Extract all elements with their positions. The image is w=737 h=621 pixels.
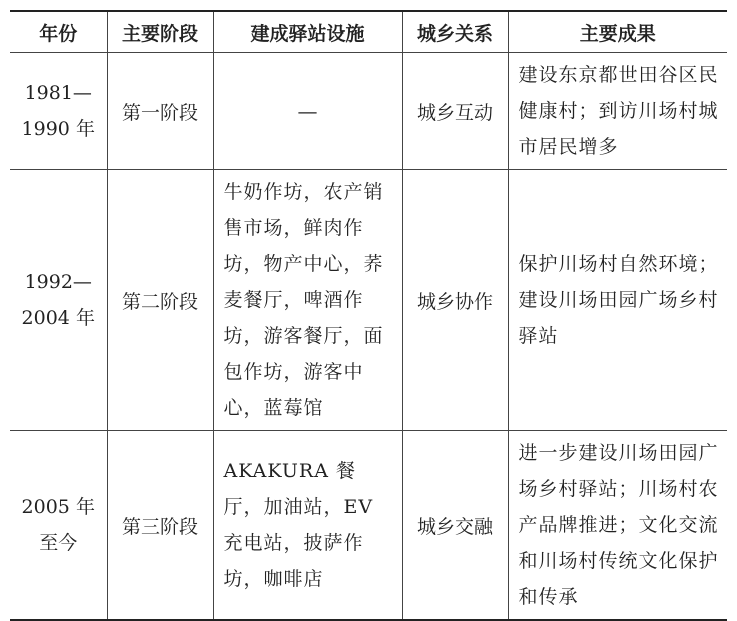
development-stages-table — [10, 10, 727, 621]
relation-cell: 城乡互动 — [402, 53, 508, 170]
year-cell: 2005 年 至今 — [10, 431, 107, 621]
stage-cell: 第一阶段 — [107, 53, 213, 170]
relation-cell: 城乡协作 — [402, 170, 508, 431]
header-relation: 城乡关系 — [402, 11, 508, 53]
relation-cell: 城乡交融 — [402, 431, 508, 621]
facility-cell: — — [213, 53, 402, 170]
header-facility: 建成驿站设施 — [213, 11, 402, 53]
year-cell: 1992— 2004 年 — [10, 170, 107, 431]
table-row — [10, 170, 727, 431]
table-row — [10, 53, 727, 170]
table-header-row — [10, 11, 727, 53]
header-year: 年份 — [10, 11, 107, 53]
header-stage: 主要阶段 — [107, 11, 213, 53]
table-row — [10, 431, 727, 621]
year-cell: 1981— 1990 年 — [10, 53, 107, 170]
facility-cell: AKAKURA 餐厅，加油站，EV 充电站，披萨作坊，咖啡店 — [213, 431, 402, 621]
result-cell: 保护川场村自然环境；建设川场田园广场乡村驿站 — [508, 170, 727, 431]
facility-cell: 牛奶作坊，农产销售市场，鲜肉作坊，物产中心，荞麦餐厅，啤酒作坊，游客餐厅，面包作坊，游客中心，蓝莓馆 — [213, 170, 402, 431]
stage-cell: 第三阶段 — [107, 431, 213, 621]
result-cell: 建设东京都世田谷区民健康村；到访川场村城市居民增多 — [508, 53, 727, 170]
stage-cell: 第二阶段 — [107, 170, 213, 431]
result-cell: 进一步建设川场田园广场乡村驿站；川场村农产品牌推进；文化交流和川场村传统文化保护和传承 — [508, 431, 727, 621]
header-result: 主要成果 — [508, 11, 727, 53]
